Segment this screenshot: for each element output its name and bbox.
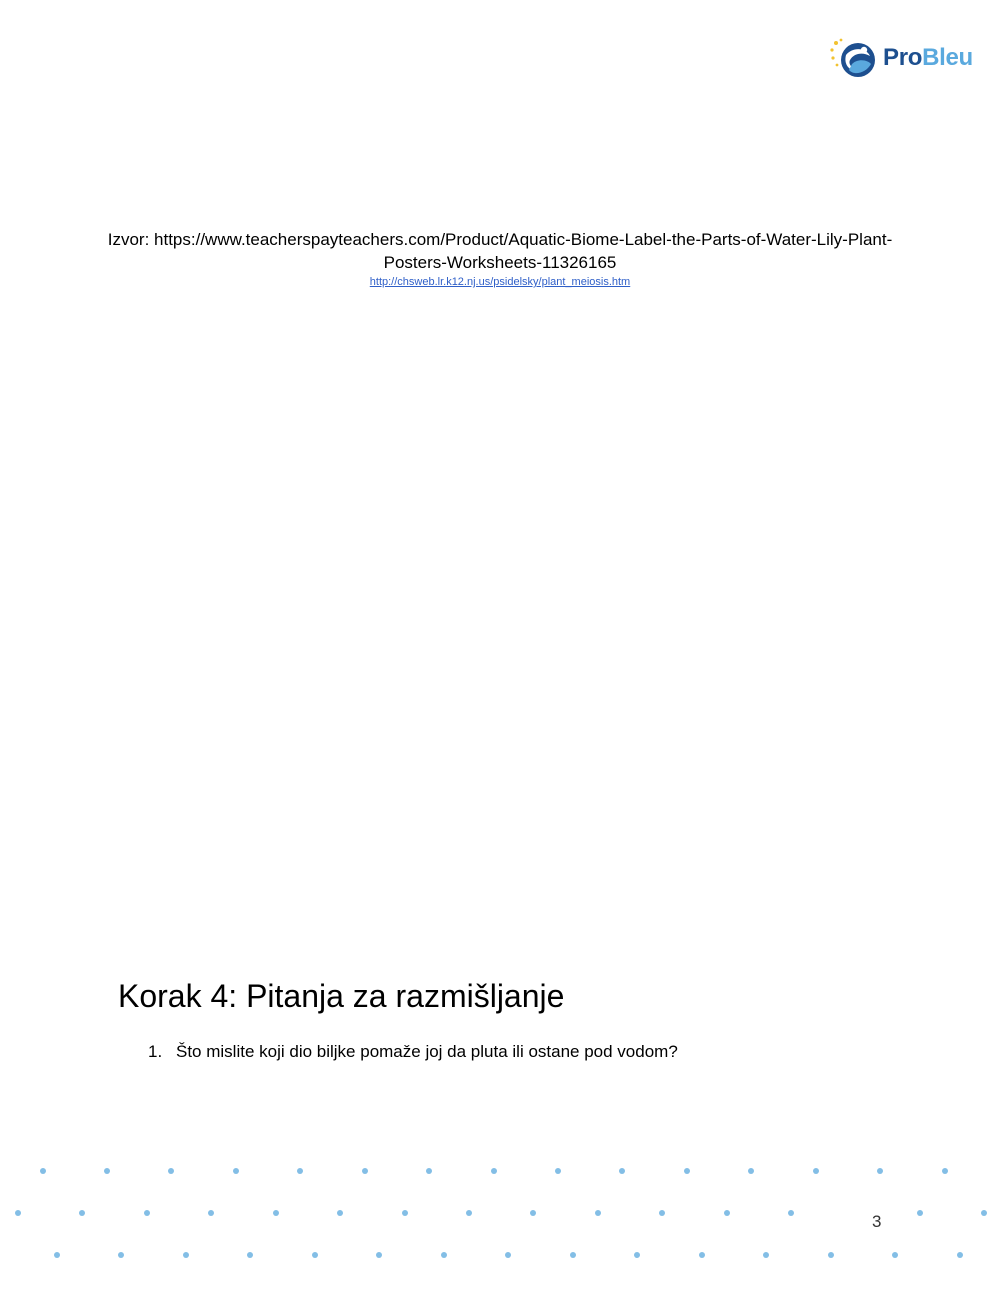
probleu-logo-icon	[830, 38, 882, 82]
question-number: 1.	[148, 1042, 163, 1061]
footer-dot-pattern	[0, 1155, 1000, 1265]
question-text: Što mislite koji dio biljke pomaže joj da pluta ili ostane pod vodom?	[176, 1042, 678, 1061]
page-number: 3	[872, 1212, 882, 1231]
logo-text-pro: Pro	[883, 44, 923, 71]
source-link[interactable]: http://chsweb.lr.k12.nj.us/psidelsky/plant_meiosis.htm	[369, 276, 631, 288]
question-item	[148, 1042, 678, 1062]
logo-text-bleu: Bleu	[922, 44, 973, 71]
source-link-line	[100, 276, 900, 288]
probleu-logo	[830, 38, 980, 82]
logo-wordmark	[883, 44, 973, 72]
source-citation: Izvor: https://www.teacherspayteachers.com/Product/Aquatic-Biome-Label-the-Parts-of-Water-Lily-Plant-Posters-Worksheets-11326165	[107, 230, 893, 272]
section-heading: Korak 4: Pitanja za razmišljanje	[118, 978, 565, 1014]
